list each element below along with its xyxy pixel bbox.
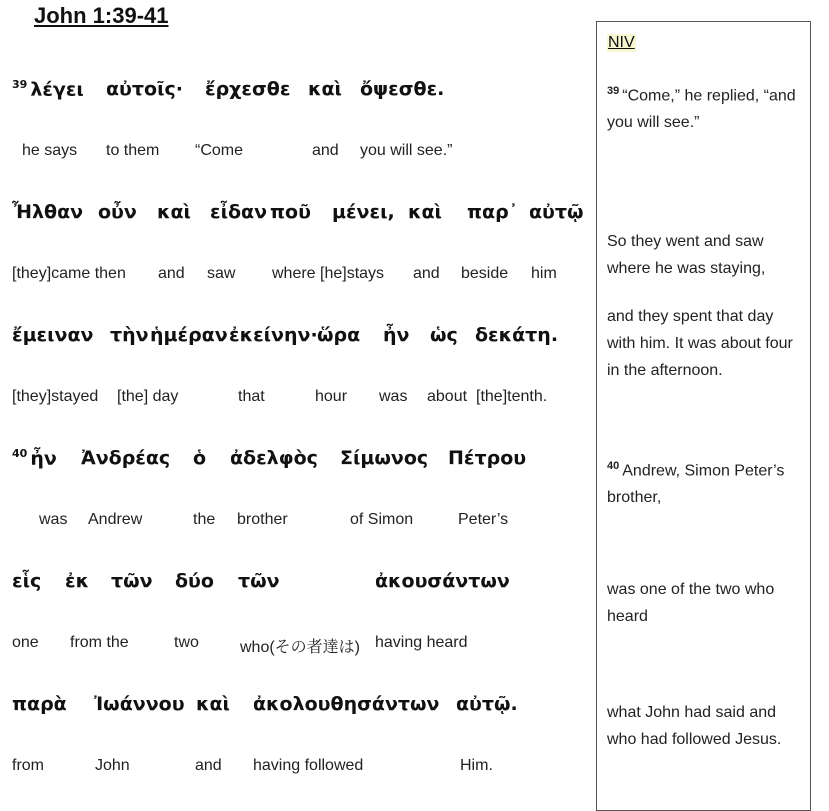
- english-gloss: having followed: [253, 757, 364, 774]
- greek-word: τῶν: [111, 570, 153, 592]
- english-gloss: [they]stayed: [12, 388, 99, 405]
- english-gloss: hour: [315, 388, 348, 405]
- greek-word: Ἀνδρέας: [81, 447, 171, 469]
- greek-word: ὥρα: [317, 324, 361, 346]
- greek-word: δεκάτη.: [475, 324, 559, 346]
- niv-panel: [596, 21, 811, 811]
- greek-word: καὶ: [157, 201, 191, 223]
- english-gloss: you will see.”: [360, 142, 453, 159]
- niv-paragraph: what John had said and who had followed Jesus.: [607, 704, 782, 748]
- verse-number: 40: [12, 447, 28, 460]
- english-gloss: Him.: [460, 757, 493, 774]
- english-gloss: [they]came then: [12, 265, 126, 282]
- english-gloss: one: [12, 634, 39, 651]
- english-gloss: beside: [461, 265, 509, 282]
- greek-word: καὶ: [308, 78, 342, 100]
- english-gloss: was: [39, 511, 68, 528]
- niv-heading: NIV: [608, 34, 635, 51]
- greek-word: αὐτῷ.: [456, 693, 518, 715]
- niv-verse-39: [607, 78, 803, 136]
- english-gloss: from the: [70, 634, 129, 651]
- greek-word: ὁ: [193, 447, 207, 469]
- english-gloss: [the]tenth.: [476, 388, 548, 405]
- greek-word: ἀκολουθησάντων: [253, 693, 440, 715]
- niv-paragraph: So they went and saw where he was staying,: [607, 233, 766, 277]
- greek-word: ὡς: [430, 324, 458, 346]
- greek-word: καὶ: [196, 693, 230, 715]
- english-gloss: Peter’s: [458, 511, 509, 528]
- english-gloss: he says: [22, 142, 78, 159]
- niv-verse-40: [607, 453, 803, 511]
- english-gloss: the: [193, 511, 216, 528]
- greek-word: μένει,: [332, 201, 395, 223]
- english-gloss: John: [95, 757, 130, 774]
- greek-word: ἡμέραν: [150, 324, 228, 346]
- english-gloss: and: [195, 757, 222, 774]
- greek-word: ποῦ: [270, 201, 311, 223]
- english-gloss: that: [238, 388, 265, 405]
- greek-word: Ἰωάννου: [94, 693, 185, 715]
- english-gloss: and: [312, 142, 339, 159]
- greek-word: ἔρχεσθε: [205, 78, 291, 100]
- greek-word-text: λέγει: [30, 78, 84, 101]
- english-gloss: where [he]stays: [272, 265, 385, 282]
- greek-word: ἀκουσάντων: [375, 570, 510, 592]
- niv-text: Andrew, Simon Peter’s brother,: [607, 462, 785, 507]
- greek-word: αὐτοῖς·: [106, 78, 183, 100]
- niv-paragraph: was one of the two who heard: [607, 581, 775, 625]
- english-gloss: and: [413, 265, 440, 282]
- greek-word: ἦν: [383, 324, 410, 346]
- verse-number: 39: [12, 78, 28, 91]
- greek-word: τῶν: [238, 570, 280, 592]
- greek-word: ἐκ: [65, 570, 90, 592]
- greek-word: ὄψεσθε.: [360, 78, 445, 100]
- english-gloss: about: [427, 388, 468, 405]
- english-gloss: and: [158, 265, 185, 282]
- greek-word: Ἦλθαν: [12, 201, 84, 223]
- greek-word: αὐτῷ: [529, 201, 584, 223]
- greek-word: ἐκείνην·: [229, 324, 318, 346]
- english-gloss: to them: [106, 142, 160, 159]
- english-gloss: Andrew: [88, 511, 143, 528]
- greek-word: Πέτρου: [448, 447, 527, 469]
- verse-number: 39: [607, 85, 620, 97]
- greek-word: δύο: [175, 570, 214, 592]
- english-gloss: brother: [237, 511, 288, 528]
- english-gloss: of Simon: [350, 511, 414, 528]
- english-gloss: from: [12, 757, 44, 774]
- greek-word-text: ἦν: [30, 447, 57, 470]
- page-title: John 1:39-41: [34, 3, 169, 28]
- english-gloss: saw: [207, 265, 236, 282]
- greek-word: Σίμωνος: [340, 447, 429, 469]
- greek-word: εἷς: [12, 570, 42, 592]
- english-gloss: “Come: [195, 142, 244, 159]
- greek-word: ἔμειναν: [12, 324, 94, 346]
- greek-word: παρ᾽: [467, 201, 519, 223]
- greek-word: τὴν: [110, 324, 149, 346]
- greek-word: ἀδελφὸς: [230, 447, 318, 469]
- greek-word: οὖν: [98, 201, 137, 223]
- greek-word: εἶδαν: [210, 201, 268, 223]
- verse-number: 40: [607, 460, 620, 472]
- greek-word: [12, 78, 84, 100]
- english-gloss: him: [531, 265, 557, 282]
- greek-word: καὶ: [408, 201, 442, 223]
- english-gloss: having heard: [375, 634, 468, 651]
- greek-word: παρὰ: [12, 693, 67, 715]
- english-gloss: [the] day: [117, 388, 179, 405]
- english-gloss: two: [174, 634, 199, 651]
- niv-text: “Come,” he replied, “and you will see.”: [607, 87, 796, 132]
- english-gloss: who(その者達は): [240, 639, 361, 656]
- english-gloss: was: [379, 388, 408, 405]
- greek-word: [12, 447, 57, 469]
- niv-paragraph: and they spent that day with him. It was about four in the afternoon.: [607, 308, 793, 379]
